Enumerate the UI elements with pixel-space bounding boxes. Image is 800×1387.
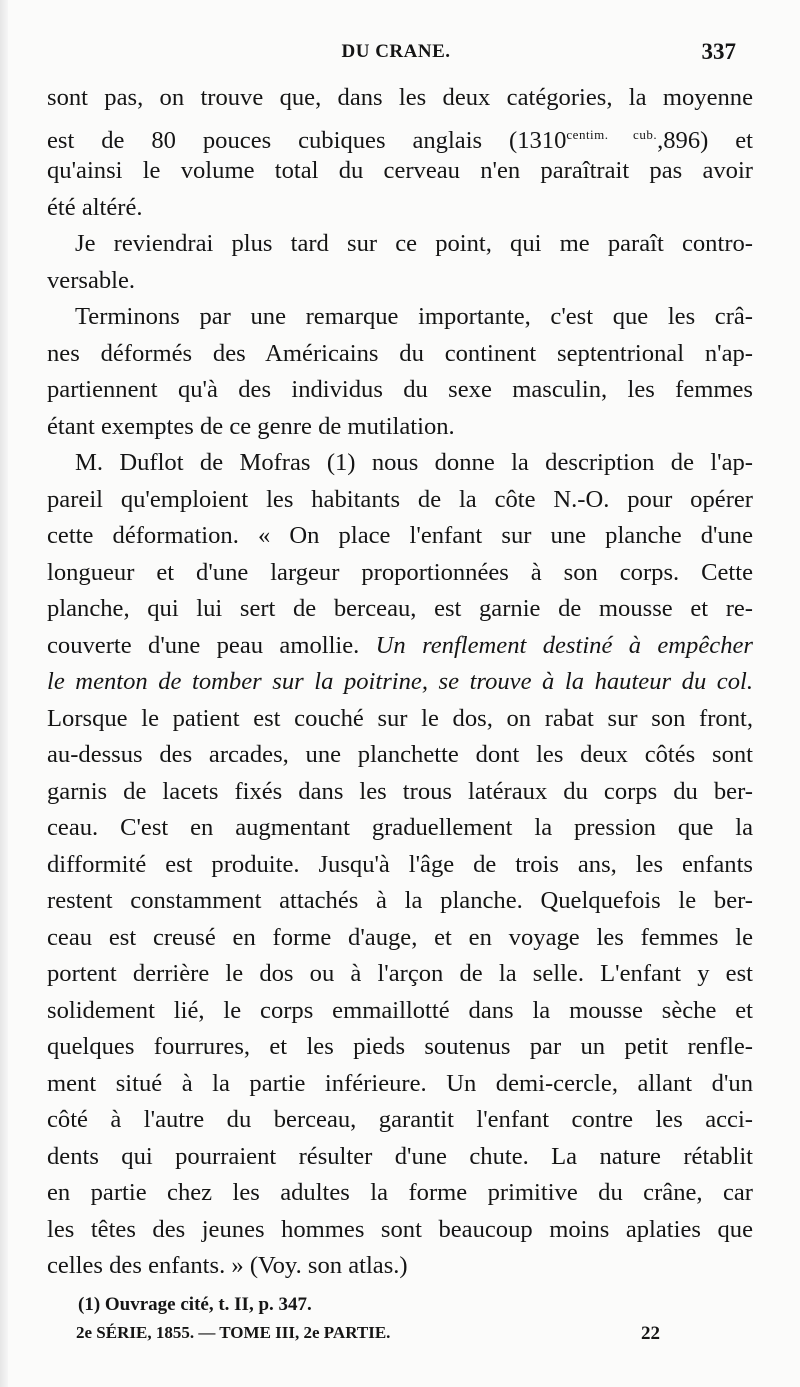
text-line [47, 628, 753, 665]
text-line: celles des enfants. » (Voy. son atlas.) [47, 1252, 408, 1279]
running-title: DU CRANE. [341, 41, 451, 62]
signature-number: 22 [641, 1323, 660, 1344]
text-line: nes déformés des Américains du continent septentrional n'ap- [47, 339, 753, 367]
body-text [47, 80, 753, 1285]
text-line: dents qui pourraient résulter d'une chute. La nature rétablit [47, 1142, 753, 1170]
text-line: garnis de lacets fixés dans les trous latéraux du corps du ber- [47, 777, 753, 805]
page-header [52, 41, 740, 73]
text-line [47, 117, 753, 154]
text-line: au-dessus des arcades, une planchette dont les deux côtés sont [47, 741, 753, 768]
text-line: qu'ainsi le volume total du cerveau n'en paraîtrait pas avoir [47, 157, 753, 184]
text-line: le menton de tomber sur la poitrine, se trouve à la hauteur du col. [47, 668, 753, 695]
text-line: M. Duflot de Mofras (1) nous donne la description de l'ap- [75, 449, 753, 476]
text-line: quelques fourrures, et les pieds soutenus par un petit renfle- [47, 1033, 753, 1060]
text-line: solidement lié, le corps emmaillotté dans la mousse sèche et [47, 996, 753, 1024]
text-line: difformité est produite. Jusqu'à l'âge de trois ans, les enfants [47, 850, 753, 878]
text-line: portent derrière le dos ou à l'arçon de la selle. L'enfant y est [47, 960, 753, 987]
text-line: été altéré. [47, 193, 143, 221]
text-line: versable. [47, 266, 136, 294]
superscript-unit: centim. cub. [566, 126, 658, 142]
text-fragment: couverte d'une peau amollie. [47, 631, 360, 659]
text-line: en partie chez les adultes la forme primitive du crâne, car [47, 1179, 753, 1206]
text-line: longueur et d'une largeur proportionnées à son corps. Cette [47, 558, 753, 586]
text-line: partiennent qu'à des individus du sexe masculin, les femmes [47, 376, 753, 403]
text-line: Je reviendrai plus tard sur ce point, qui me paraît contro- [75, 230, 753, 257]
page-edge [0, 0, 8, 1387]
text-line: Terminons par une remarque importante, c'est que les crâ- [75, 303, 753, 330]
footnote: (1) Ouvrage cité, t. II, p. 347. [78, 1294, 312, 1315]
text-fragment: ,896) et [657, 126, 753, 154]
text-line: cette déformation. « On place l'enfant sur une planche d'une [47, 522, 753, 549]
text-fragment: est de 80 pouces cubiques anglais (1310 [47, 126, 567, 154]
text-line: planche, qui lui sert de berceau, est garnie de mousse et re- [47, 595, 753, 622]
text-line: sont pas, on trouve que, dans les deux catégories, la moyenne [47, 84, 753, 111]
text-line: Lorsque le patient est couché sur le dos, on rabat sur son front, [47, 704, 753, 732]
text-line: restent constamment attachés à la planche. Quelquefois le ber- [47, 887, 753, 914]
text-line: côté à l'autre du berceau, garantit l'enfant contre les acci- [47, 1106, 753, 1133]
text-line: ceau est creusé en forme d'auge, et en voyage les femmes le [47, 923, 753, 951]
italic-fragment: Un renflement destiné à empêcher [375, 631, 753, 659]
page-number: 337 [701, 39, 736, 64]
text-line: ceau. C'est en augmentant graduellement la pression que la [47, 814, 753, 841]
text-line: pareil qu'emploient les habitants de la côte N.-O. pour opérer [47, 485, 753, 513]
text-line: ment situé à la partie inférieure. Un demi-cercle, allant d'un [47, 1069, 753, 1097]
text-line: les têtes des jeunes hommes sont beaucoup moins aplaties que [47, 1215, 753, 1243]
series-volume-line: 2e SÉRIE, 1855. — TOME III, 2e PARTIE. [76, 1323, 391, 1342]
text-line: étant exemptes de ce genre de mutilation. [47, 412, 455, 440]
